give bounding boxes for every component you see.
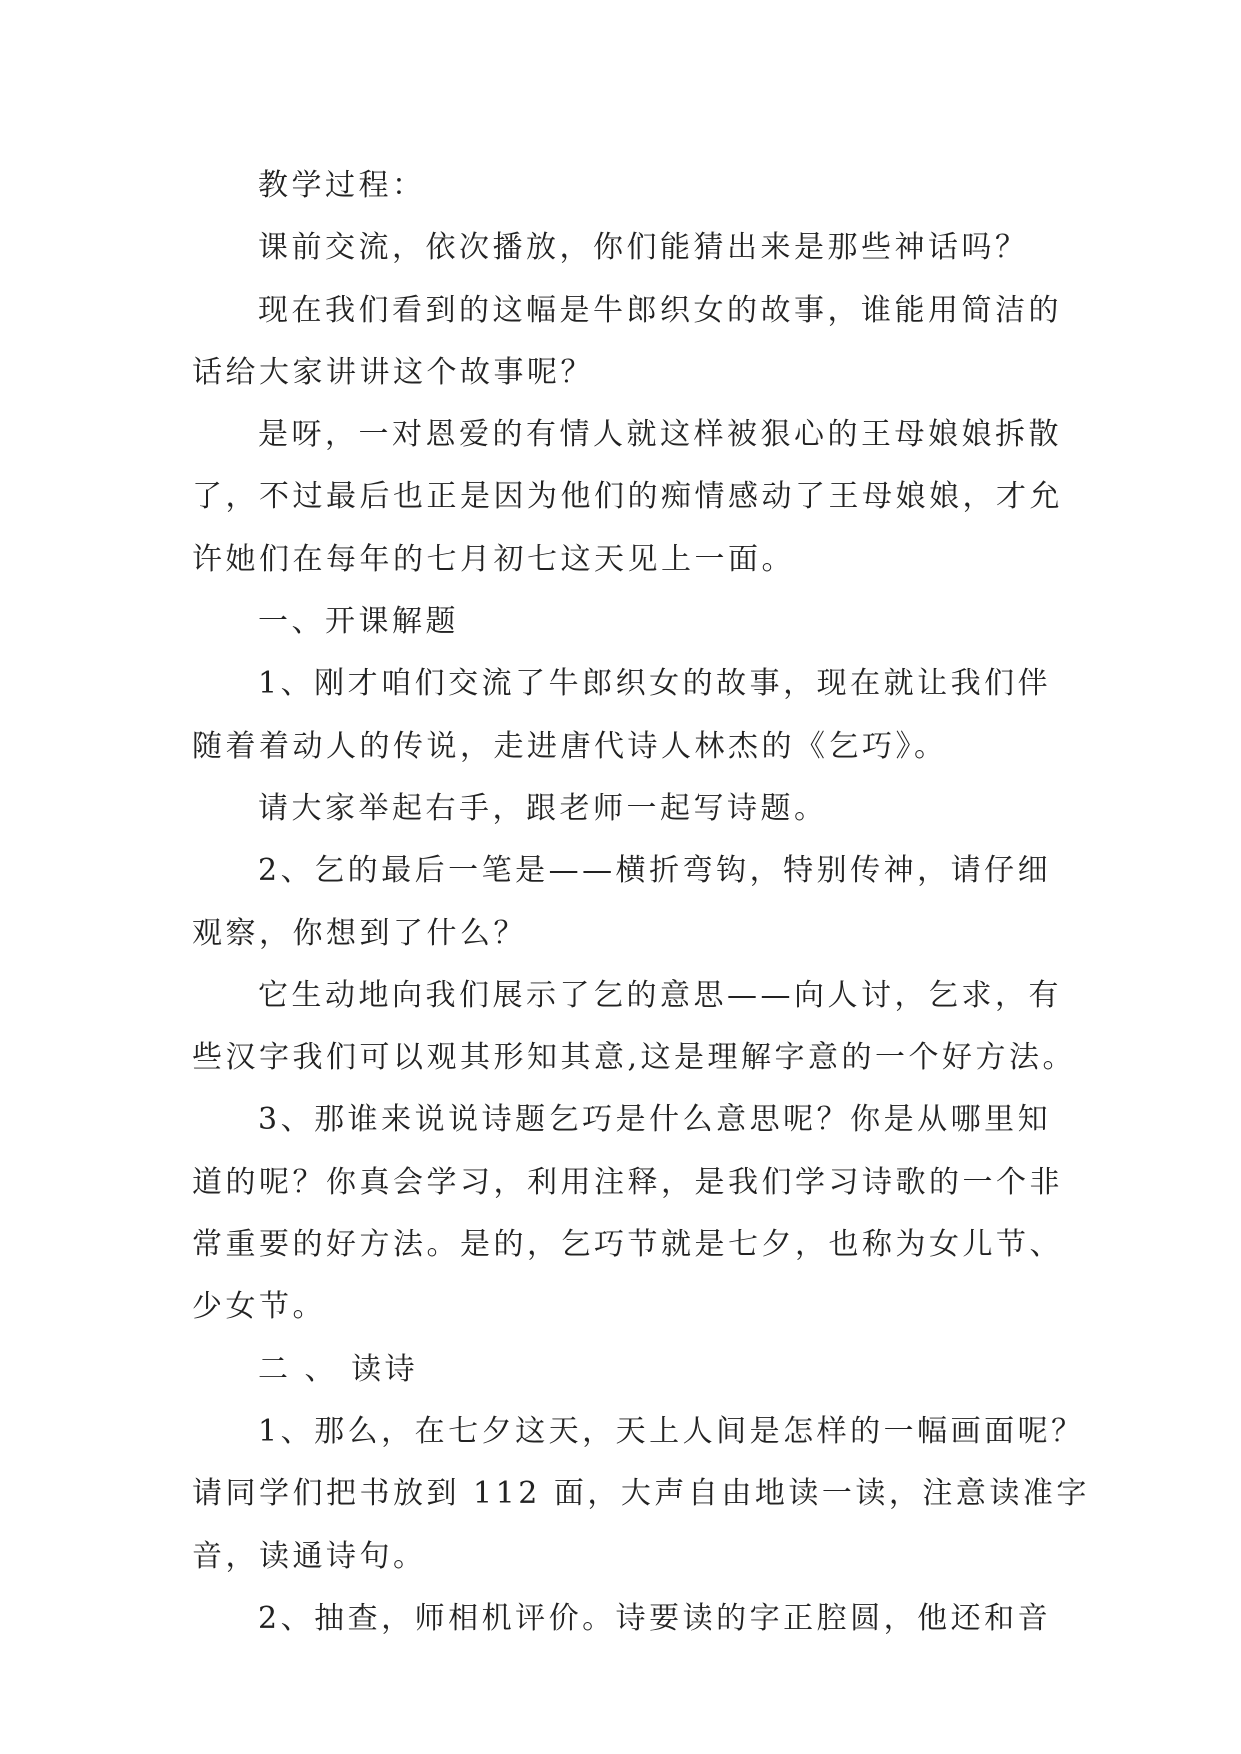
text-line: 是呀，一对恩爱的有情人就这样被狠心的王母娘娘拆散 bbox=[258, 417, 1062, 453]
text-line: 课前交流，依次播放，你们能猜出来是那些神话吗？ bbox=[258, 230, 1029, 266]
text-line: 教学过程： bbox=[258, 168, 426, 203]
text-line: 请同学们把书放到 112 面，大声自由地读一读，注意读准字 bbox=[192, 1476, 1090, 1512]
text-line: 1、那么，在七夕这天，天上人间是怎样的一幅画面呢？ bbox=[258, 1413, 1085, 1449]
text-line: 2、乞的最后一笔是——横折弯钩，特别传神，请仔细 bbox=[258, 853, 1052, 889]
text-line: 些汉字我们可以观其形知其意,这是理解字意的一个好方法。 bbox=[192, 1040, 1077, 1076]
text-line: 1、刚才咱们交流了牛郎织女的故事，现在就让我们伴 bbox=[258, 666, 1052, 702]
text-line: 一、开课解题 bbox=[258, 604, 459, 640]
text-line: 观察，你想到了什么？ bbox=[192, 915, 527, 951]
text-line: 它生动地向我们展示了乞的意思——向人讨，乞求，有 bbox=[258, 977, 1062, 1013]
text-line: 二 、 读诗 bbox=[258, 1351, 419, 1387]
document-body bbox=[192, 155, 1090, 1650]
text-line: 话给大家讲讲这个故事呢？ bbox=[192, 354, 594, 390]
text-line: 少女节。 bbox=[192, 1289, 326, 1325]
text-line: 2、抽查，师相机评价。诗要读的字正腔圆，他还和音 bbox=[258, 1600, 1052, 1636]
text-line: 了，不过最后也正是因为他们的痴情感动了王母娘娘，才允 bbox=[192, 479, 1063, 515]
text-line: 3、那谁来说说诗题乞巧是什么意思呢？你是从哪里知 bbox=[258, 1102, 1052, 1138]
text-line: 常重要的好方法。是的，乞巧节就是七夕，也称为女儿节、 bbox=[192, 1227, 1063, 1263]
text-line: 许她们在每年的七月初七这天见上一面。 bbox=[192, 541, 795, 577]
text-line: 请大家举起右手，跟老师一起写诗题。 bbox=[258, 790, 828, 826]
text-line: 随着着动人的传说，走进唐代诗人林杰的《乞巧》。 bbox=[192, 728, 948, 764]
text-line: 道的呢？你真会学习，利用注释，是我们学习诗歌的一个非 bbox=[192, 1164, 1063, 1200]
text-line: 现在我们看到的这幅是牛郎织女的故事，谁能用简洁的 bbox=[258, 292, 1062, 328]
text-line: 音，读通诗句。 bbox=[192, 1538, 427, 1574]
